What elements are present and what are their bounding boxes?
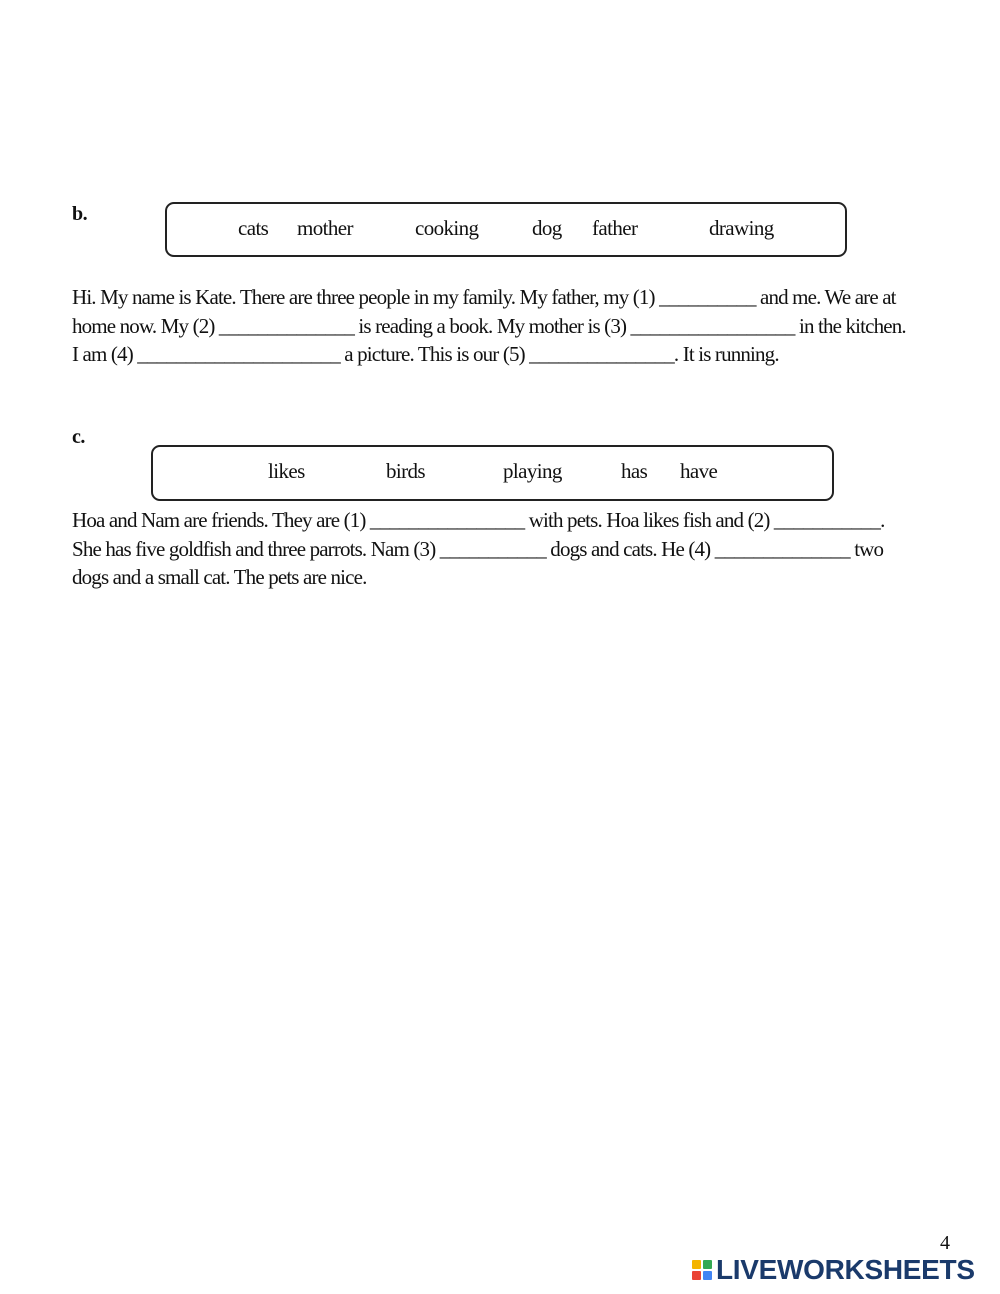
word-bank-item: cooking bbox=[415, 216, 479, 240]
word-bank-item: has bbox=[621, 459, 648, 483]
section-c-label: c. bbox=[72, 426, 85, 448]
word-bank-item: playing bbox=[503, 459, 562, 483]
section-c-text-line: She has five goldfish and three parrots. Nam (3) ___________ dogs and cats. He (4) ______________ two bbox=[72, 537, 884, 561]
word-bank-item: dog bbox=[532, 216, 562, 240]
word-bank-item: cats bbox=[238, 216, 269, 240]
word-bank-item: father bbox=[592, 216, 638, 240]
section-c-text-line: Hoa and Nam are friends. They are (1) ________________ with pets. Hoa likes fish and (2) ___________. bbox=[72, 508, 885, 532]
section-c-text-line: dogs and a small cat. The pets are nice. bbox=[72, 565, 367, 589]
logo-square bbox=[703, 1260, 712, 1269]
logo-square bbox=[703, 1271, 712, 1280]
logo-square bbox=[692, 1271, 701, 1280]
word-bank-item: mother bbox=[297, 216, 353, 240]
section-c-word-box bbox=[151, 445, 834, 501]
section-b-label: b. bbox=[72, 203, 88, 225]
section-b-text-line: Hi. My name is Kate. There are three people in my family. My father, my (1) __________ and me. We are at bbox=[72, 285, 896, 309]
section-b-word-box bbox=[165, 202, 847, 257]
word-bank-item: drawing bbox=[709, 216, 774, 240]
word-bank-item: have bbox=[680, 459, 718, 483]
word-bank-item: birds bbox=[386, 459, 426, 483]
liveworksheets-logo bbox=[692, 1254, 975, 1286]
logo-text: LIVEWORKSHEETS bbox=[716, 1254, 975, 1285]
section-b-text-line: home now. My (2) ______________ is reading a book. My mother is (3) _________________ in the kitchen. bbox=[72, 314, 906, 338]
logo-square bbox=[692, 1260, 701, 1269]
page-number: 4 bbox=[940, 1232, 950, 1254]
logo-mark-icon bbox=[692, 1260, 712, 1280]
section-b-text-line: I am (4) _____________________ a picture. This is our (5) _______________. It is running. bbox=[72, 342, 779, 366]
word-bank-item: likes bbox=[268, 459, 305, 483]
